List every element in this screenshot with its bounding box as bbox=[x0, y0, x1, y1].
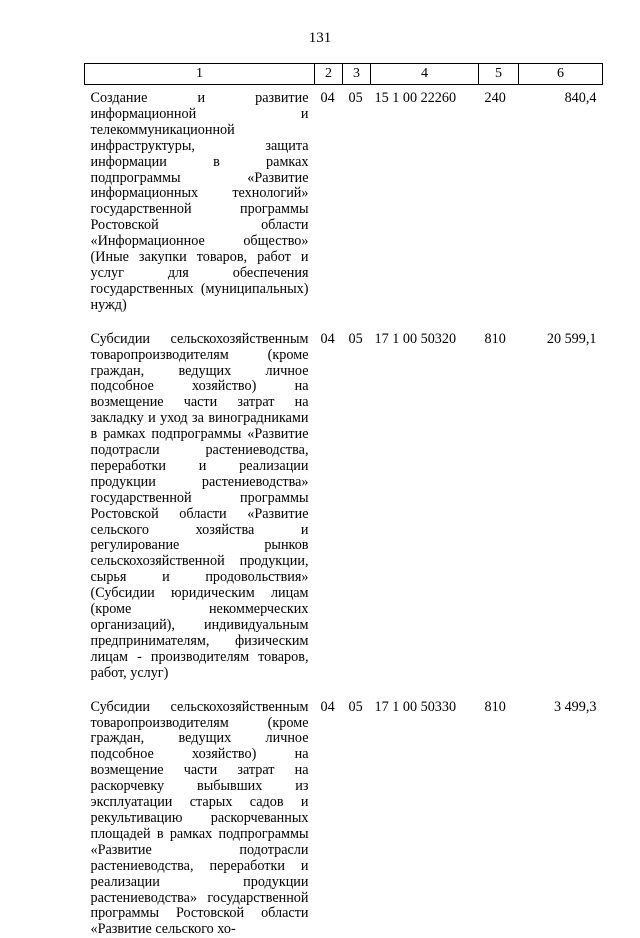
row-description: Создание и развитие информационной и телекоммуникационной инфраструктуры, защита информации в рамках подпрограммы «Развитие информационных технологий» государственной программы Ростовской области «Информационное общество» (Иные закупки товаров, работ и услуг для обеспечения государственных (муниципальных) нужд) bbox=[90, 90, 309, 313]
row-target-article: 17 1 00 50330 bbox=[374, 698, 457, 715]
header-col-5: 5 bbox=[479, 64, 519, 85]
header-col-3: 3 bbox=[343, 64, 371, 85]
table-row bbox=[85, 85, 603, 326]
row-amount: 20 599,1 bbox=[546, 330, 597, 347]
row-amount: 3 499,3 bbox=[553, 698, 597, 715]
page-number: 131 bbox=[308, 30, 332, 46]
row-subsection-code: 05 bbox=[348, 698, 363, 715]
row-section-code: 04 bbox=[320, 90, 335, 106]
row-target-article: 15 1 00 22260 bbox=[374, 90, 457, 106]
row-section-code: 04 bbox=[320, 698, 335, 715]
row-target-article: 17 1 00 50320 bbox=[374, 330, 457, 347]
row-description: Субсидии сельскохозяйственным товаропроизводителям (кроме граждан, ведущих личное подсобное хозяйство) на возмещение части затрат на закладку и уход за виноградниками в рамках подпрограммы «Развитие подотрасли растениеводства, переработки и реализации продукции растениеводства» государственной программы Ростовской области «Развитие сельского хозяйства и регулирование рынков сельскохозяйственной продукции, сырья и продовольствия» (Субсидии юридическим лицам (кроме некоммерческих организаций), индивидуальным предпринимателям, физическим лицам - производителям товаров, работ, услуг) bbox=[90, 330, 309, 681]
header-col-1: 1 bbox=[85, 64, 315, 85]
row-expense-type: 810 bbox=[484, 698, 506, 715]
table-header-row bbox=[85, 64, 603, 85]
header-col-4: 4 bbox=[371, 64, 479, 85]
row-section-code: 04 bbox=[320, 330, 335, 347]
header-col-6: 6 bbox=[519, 64, 603, 85]
header-col-2: 2 bbox=[315, 64, 343, 85]
table-row bbox=[85, 694, 603, 938]
table-row bbox=[85, 326, 603, 694]
row-description: Субсидии сельскохозяйственным товаропроизводителям (кроме граждан, ведущих личное подсобное хозяйство) на возмещение части затрат на раскорчевку выбывших из эксплуатации старых садов и рекультивацию раскорчеванных площадей в рамках подпрограммы «Развитие подотрасли растениеводства, переработки и реализации продукции растениеводства» государственной программы Ростовской области «Развитие сельского хо- bbox=[90, 698, 309, 938]
row-expense-type: 240 bbox=[484, 90, 506, 106]
row-subsection-code: 05 bbox=[348, 330, 363, 347]
row-amount: 840,4 bbox=[564, 90, 597, 106]
row-subsection-code: 05 bbox=[348, 90, 363, 106]
row-expense-type: 810 bbox=[484, 330, 506, 347]
budget-table bbox=[84, 63, 603, 938]
